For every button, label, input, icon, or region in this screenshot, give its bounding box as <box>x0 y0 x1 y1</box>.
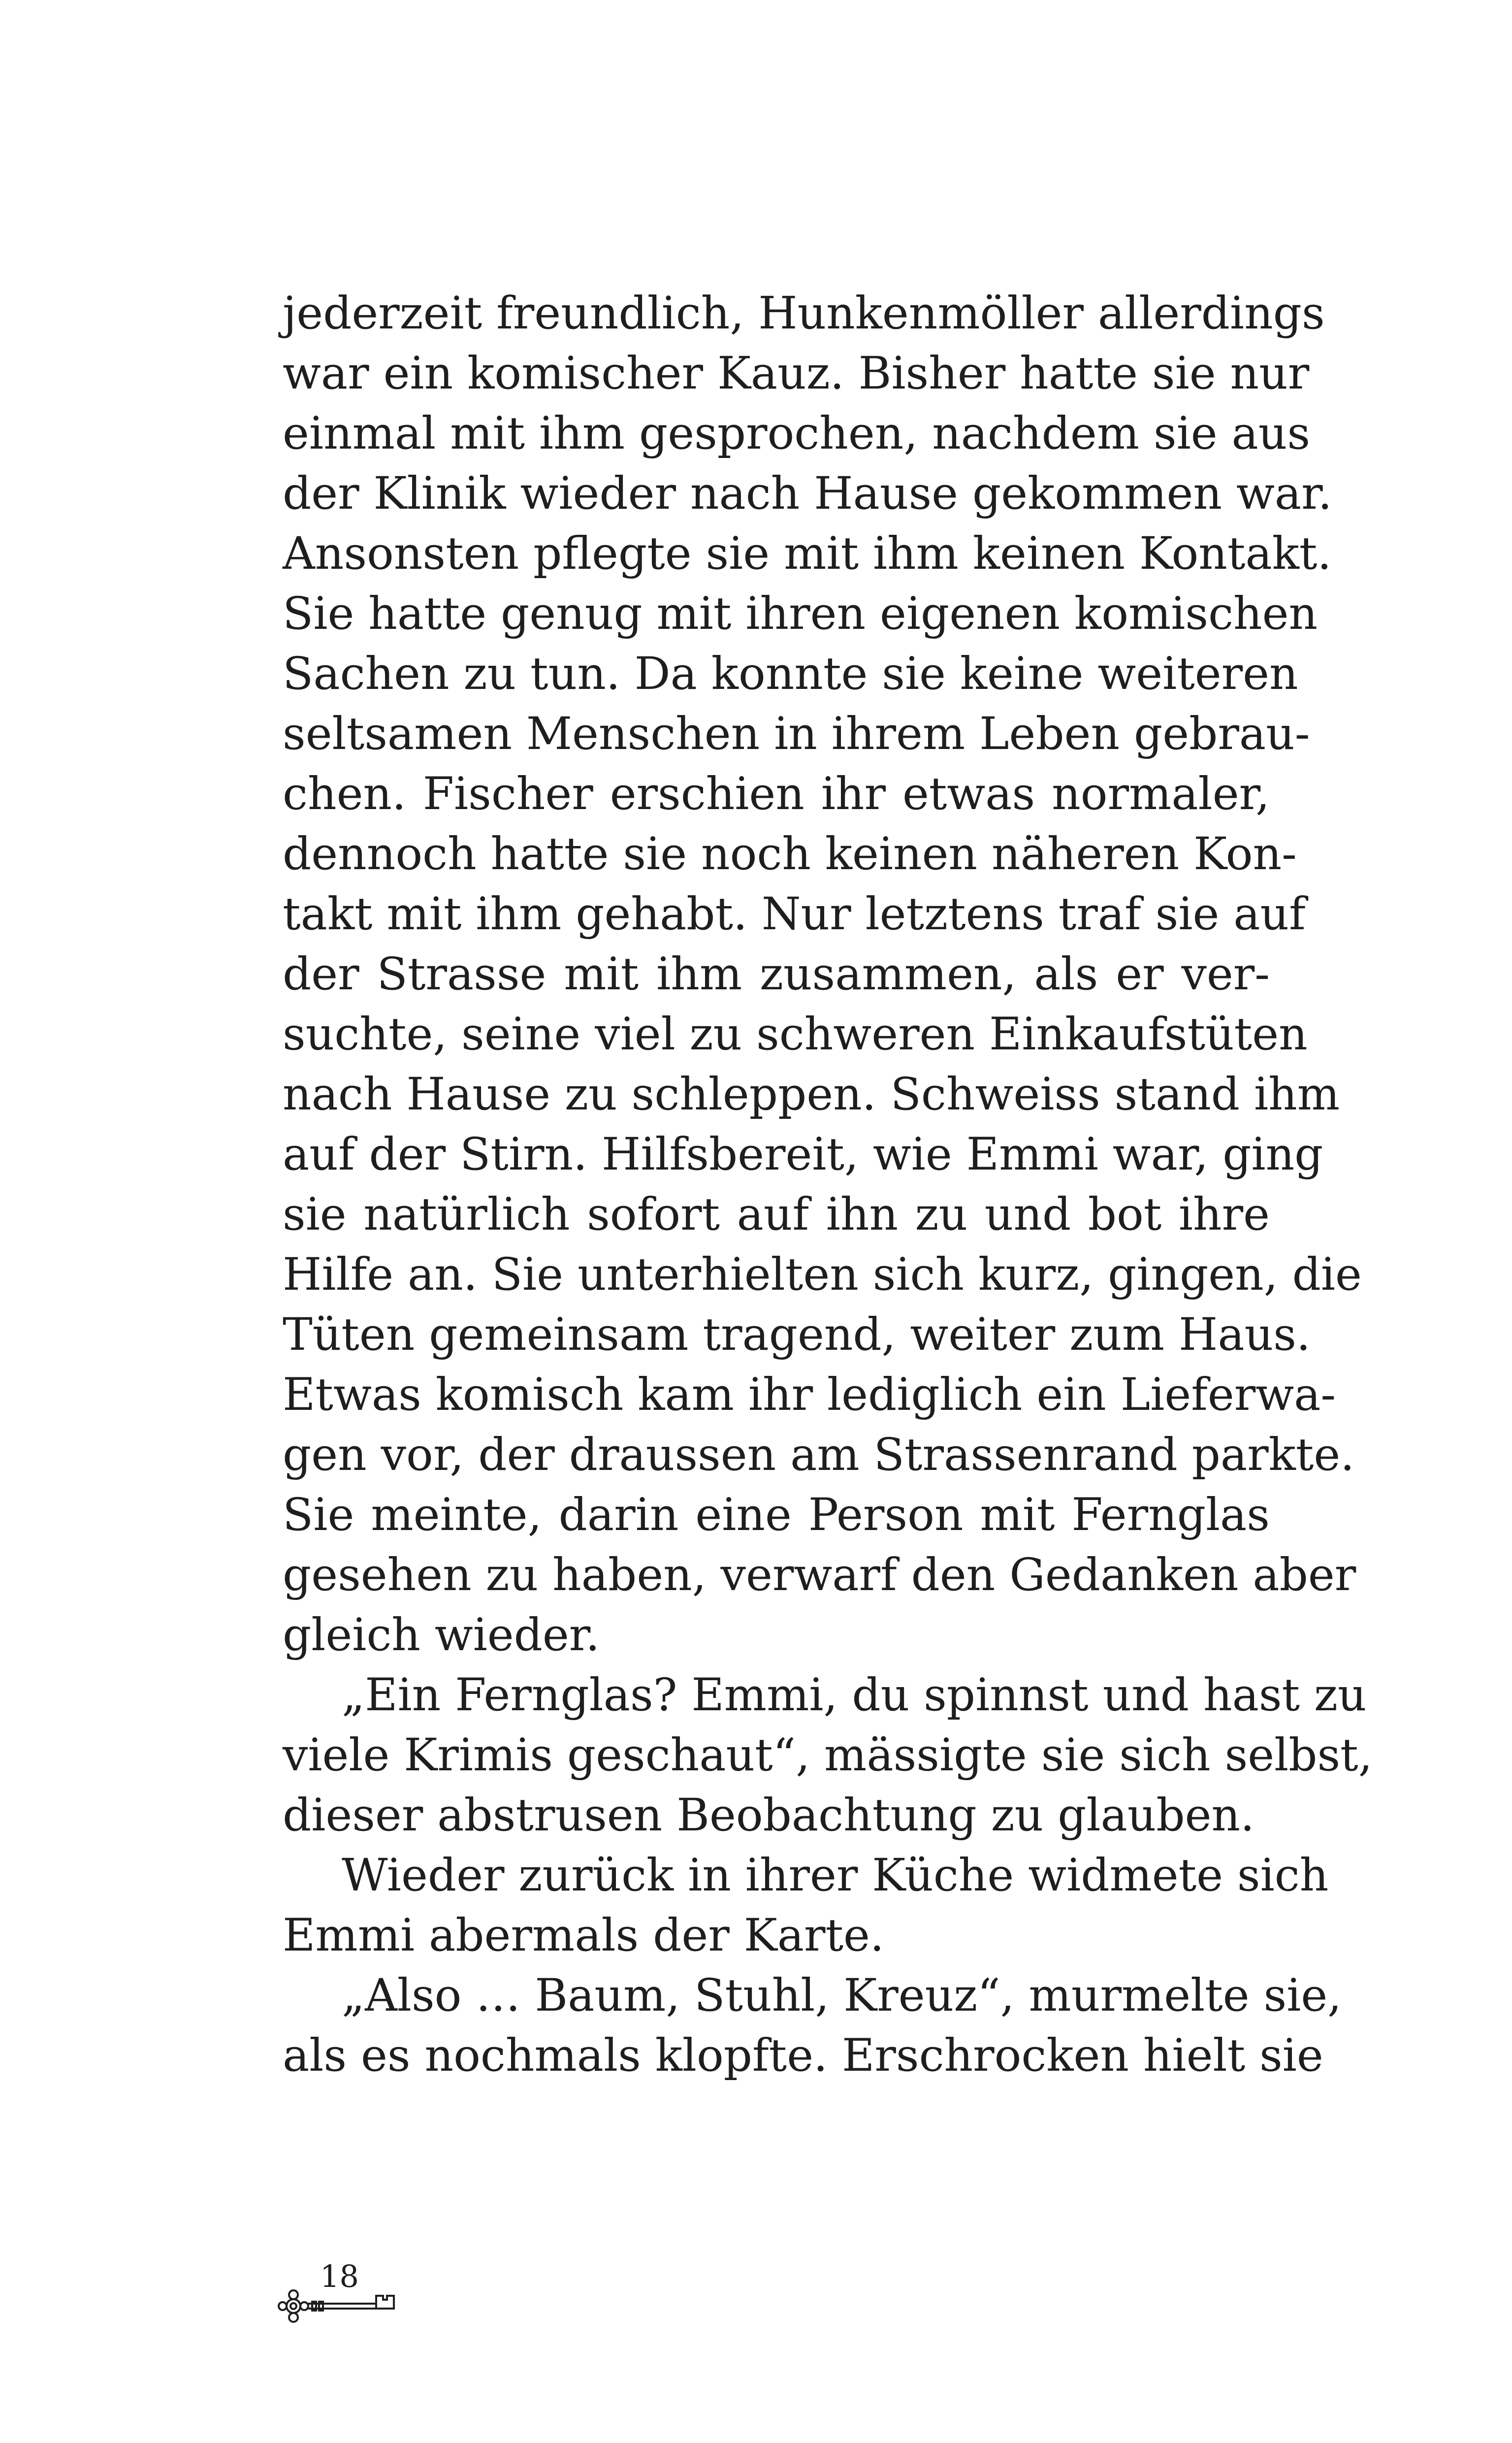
paragraph <box>283 1966 1342 2086</box>
text-line: gleich wieder. <box>283 1609 600 1661</box>
text-line: auf der Stirn. Hilfsbereit, wie Emmi war, ging <box>283 1129 1323 1180</box>
text-line: Hilfe an. Sie unterhielten sich kurz, gingen, die <box>283 1249 1362 1301</box>
text-line: viele Krimis geschaut“, mässigte sie sich selbst, <box>283 1729 1373 1781</box>
text-line: dennoch hatte sie noch keinen näheren Kon- <box>283 828 1297 880</box>
text-line: Sie meinte, darin eine Person mit Fernglas <box>283 1489 1270 1541</box>
text-line: einmal mit ihm gesprochen, nachdem sie aus <box>283 408 1311 459</box>
text-line: dieser abstrusen Beobachtung zu glauben. <box>283 1790 1255 1841</box>
text-line: war ein komischer Kauz. Bisher hatte sie nur <box>283 348 1310 399</box>
text-line: gesehen zu haben, verwarf den Gedanken aber <box>283 1549 1356 1601</box>
text-line: takt mit ihm gehabt. Nur letztens traf sie auf <box>283 888 1306 940</box>
text-line: chen. Fischer erschien ihr etwas normaler, <box>283 768 1270 820</box>
text-line: Emmi abermals der Karte. <box>283 1910 884 1961</box>
text-line: seltsamen Menschen in ihrem Leben gebrau- <box>283 708 1310 760</box>
text-line: suchte, seine viel zu schweren Einkaufstüten <box>283 1009 1308 1060</box>
text-line: Ansonsten pflegte sie mit ihm keinen Kontakt. <box>283 528 1332 580</box>
text-line: Etwas komisch kam ihr lediglich ein Lieferwa- <box>283 1369 1336 1421</box>
text-line: der Strasse mit ihm zusammen, als er ver- <box>283 948 1270 1000</box>
page-footer <box>278 2259 406 2333</box>
text-line: der Klinik wieder nach Hause gekommen war. <box>283 468 1332 520</box>
text-line: „Also … Baum, Stuhl, Kreuz“, murmelte sie, <box>342 1970 1342 2021</box>
text-line: „Ein Fernglas? Emmi, du spinnst und hast zu <box>342 1669 1367 1721</box>
text-line: sie natürlich sofort auf ihn zu und bot ihre <box>283 1189 1270 1240</box>
text-line: gen vor, der draussen am Strassenrand parkte. <box>283 1429 1355 1481</box>
paragraph <box>283 284 1362 1665</box>
text-line: jederzeit freundlich, Hunkenmöller allerdings <box>283 288 1325 339</box>
text-line: als es nochmals klopfte. Erschrocken hielt sie <box>283 2030 1323 2082</box>
text-line: Sie hatte genug mit ihren eigenen komischen <box>283 588 1318 640</box>
text-line: Wieder zurück in ihrer Küche widmete sich <box>342 1850 1329 1901</box>
body-text <box>283 284 1373 2086</box>
text-line: Sachen zu tun. Da konnte sie keine weiteren <box>283 648 1298 700</box>
page-number: 18 <box>320 2258 359 2294</box>
text-line: Tüten gemeinsam tragend, weiter zum Haus. <box>283 1309 1311 1361</box>
text-line: nach Hause zu schleppen. Schweiss stand ihm <box>283 1069 1340 1120</box>
paragraph <box>283 1846 1329 1966</box>
paragraph <box>283 1665 1373 1846</box>
